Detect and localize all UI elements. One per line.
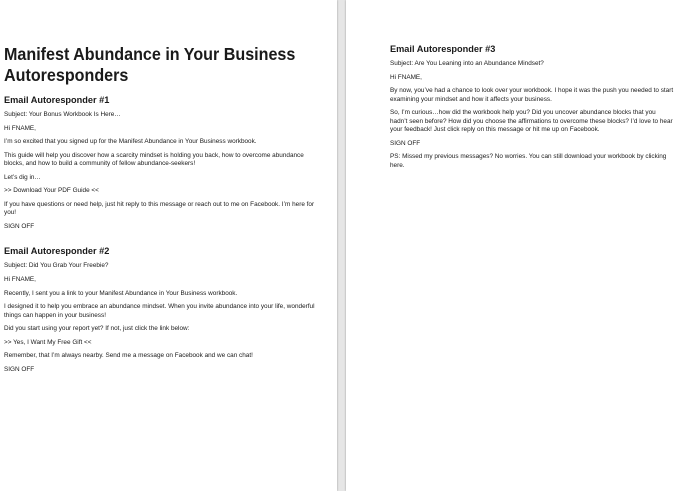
autoresponder-2-paragraph: Recently, I sent you a link to your Manifest Abundance in Your Business workbook. [4, 289, 238, 297]
autoresponder-3-paragraph: So, I’m curious…how did the workbook help you? Did you uncover abundance blocks that you hadn’t seen before? How did you choose the affirmations to overcome these blocks? I’d love to hear your feedback! Just click reply on this message or hit me up on Facebook. [390, 109, 673, 133]
autoresponder-2-paragraph: Hi FNAME, [4, 275, 36, 283]
document-page-left [0, 0, 337, 491]
autoresponder-1-paragraph: Hi FNAME, [4, 124, 36, 132]
autoresponder-1-paragraph: If you have questions or need help, just hit reply to this message or reach out to me on Facebook. I’m here for you! [4, 200, 315, 217]
autoresponder-1-download-link: >> Download Your PDF Guide << [4, 187, 99, 195]
document-page-right [346, 0, 684, 491]
autoresponder-2-paragraph: Remember, that I’m always nearby. Send me a message on Facebook and we can chat! [4, 352, 253, 360]
autoresponder-3-sign-off: SIGN OFF [390, 139, 421, 147]
autoresponder-1-paragraph: I’m so excited that you signed up for the Manifest Abundance in Your Business workbook. [4, 138, 257, 146]
autoresponder-2-heading: Email Autoresponder #2 [4, 246, 110, 257]
document-title-line-1: Manifest Abundance in Your Business [4, 44, 296, 64]
autoresponder-3-subject: Subject: Are You Leaning into an Abundance Mindset? [390, 60, 544, 67]
document-title [4, 44, 326, 86]
autoresponder-2-paragraph: I designed it to help you embrace an abundance mindset. When you invite abundance into your life, wonderful things can happen in your business! [4, 303, 315, 319]
autoresponder-2 [4, 245, 325, 374]
document-title-line-2: Autoresponders [4, 65, 129, 85]
autoresponder-3-postscript: PS: Missed my previous messages? No worries. You can still download your workbook by clicking here. [390, 153, 667, 169]
autoresponder-1-subject: Subject: Your Bonus Workbook Is Here… [4, 111, 121, 118]
autoresponder-1-paragraph: This guide will help you discover how a scarcity mindset is holding you back, how to overcome abundance blocks, and how to build a community of fellow abundance-seekers! [4, 151, 304, 168]
autoresponder-3 [390, 43, 674, 170]
autoresponder-2-paragraph: Did you start using your report yet? If not, just click the link below: [4, 325, 190, 333]
autoresponder-2-gift-link: >> Yes, I Want My Free Gift << [4, 338, 92, 346]
autoresponder-2-sign-off: SIGN OFF [4, 365, 35, 373]
autoresponder-1 [4, 94, 325, 231]
autoresponder-1-heading: Email Autoresponder #1 [4, 95, 110, 105]
autoresponder-1-paragraph: Let’s dig in… [4, 173, 41, 181]
autoresponder-1-sign-off: SIGN OFF [4, 222, 35, 230]
autoresponder-3-paragraph: By now, you’ve had a chance to look over your workbook. I hope it was the push you needed to start examining your mindset and how it affects your business. [390, 87, 674, 103]
autoresponder-2-subject: Subject: Did You Grab Your Freebie? [4, 262, 109, 270]
autoresponder-3-heading: Email Autoresponder #3 [390, 44, 496, 54]
autoresponder-3-paragraph: Hi FNAME, [390, 73, 422, 81]
